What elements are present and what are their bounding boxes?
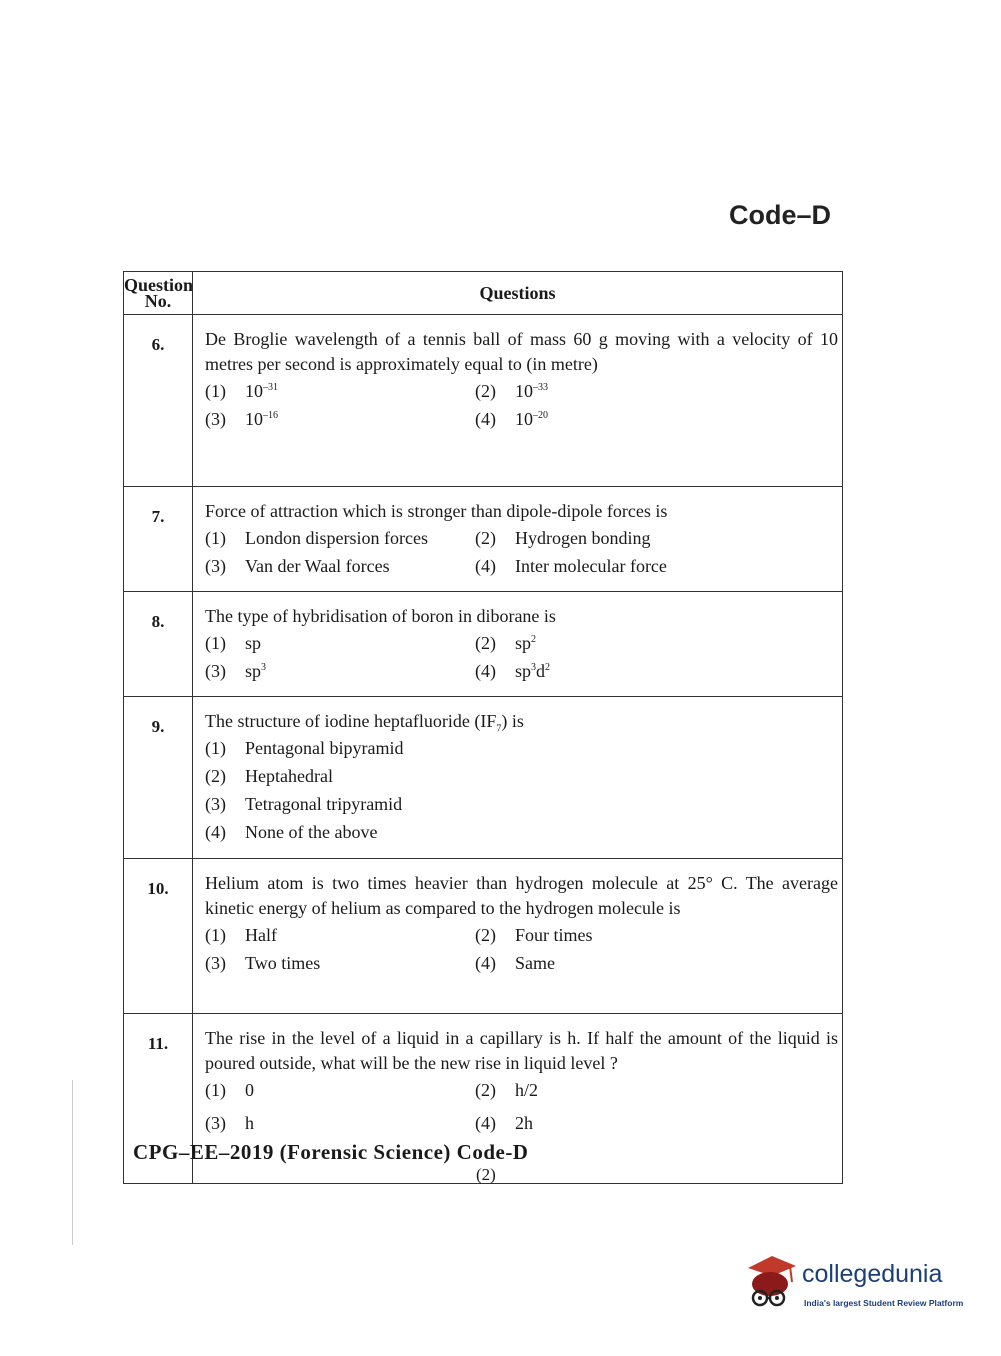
column-header-line1: Question (124, 275, 194, 295)
question-row-8 (124, 592, 843, 697)
question-text: The type of hybridisation of boron in diborane is (205, 606, 556, 626)
options-list (205, 631, 838, 684)
page-footer-title: CPG–EE–2019 (Forensic Science) Code-D (133, 1140, 529, 1164)
question-text: The structure of iodine heptafluoride $(IF_7)$ is (205, 711, 524, 735)
question-number: 8. (124, 592, 193, 697)
option-3: (3) $sp^3$ (205, 661, 267, 681)
options-list (205, 923, 838, 976)
option-3: (3) h (205, 1113, 254, 1133)
option-4: (4) 2h (475, 1113, 533, 1133)
question-cell (193, 697, 843, 859)
option-1: (1) Half (205, 925, 277, 945)
option-2: (2) Heptahedral (205, 766, 333, 786)
option-4: (4) $sp^3d^2$ (475, 661, 551, 681)
question-cell (193, 315, 843, 487)
options-list (205, 379, 838, 432)
question-row-10 (124, 859, 843, 1014)
option-1: (1) sp (205, 633, 262, 653)
table-header-row (124, 272, 843, 315)
column-header-line2: No. (144, 291, 172, 311)
question-row-7 (124, 487, 843, 592)
option-2: (2) h/2 (475, 1080, 539, 1100)
question-number: 7. (124, 487, 193, 592)
question-text: The rise in the level of a liquid in a capillary is h. If half the amount of the liquid is poured outside, what will be the new rise in liquid level ? (205, 1028, 838, 1073)
option-1: (1) Pentagonal bipyramid (205, 738, 404, 758)
exam-code-header: Code–D (728, 200, 831, 230)
question-cell (193, 859, 843, 1014)
option-4: (4) Same (475, 953, 555, 973)
options-list (205, 1078, 838, 1136)
page-number: (2) (476, 1165, 496, 1184)
option-1: (1) London dispersion forces (205, 528, 428, 548)
mascot-icon (742, 1250, 800, 1316)
question-text: Helium atom is two times heavier than hydrogen molecule at 25° C. The average kinetic energy of helium as compared to the hydrogen molecule is (205, 873, 838, 918)
option-4: (4) $10^{-20}$ (475, 409, 548, 429)
question-cell (193, 592, 843, 697)
option-3: (3) Van der Waal forces (205, 556, 390, 576)
question-number: 6. (124, 315, 193, 487)
questions-table (123, 271, 843, 1184)
option-1: (1) 0 (205, 1080, 254, 1100)
question-cell (193, 487, 843, 592)
question-number: 10. (124, 859, 193, 1014)
question-text: Force of attraction which is stronger than dipole-dipole forces is (205, 501, 668, 521)
collegedunia-logo (742, 1250, 972, 1320)
question-number: 9. (124, 697, 193, 859)
options-list (205, 526, 838, 579)
option-1: (1) $10^{-31}$ (205, 381, 278, 401)
option-2: (2) Four times (475, 925, 593, 945)
question-row-6 (124, 315, 843, 487)
options-list (205, 736, 838, 845)
option-2: (2) $sp^2$ (475, 633, 537, 653)
question-row-9 (124, 697, 843, 859)
logo-wordmark: collegedunia (802, 1260, 943, 1288)
question-number: 11. (124, 1014, 193, 1184)
option-2: (2) Hydrogen bonding (475, 528, 651, 548)
option-3: (3) $10^{-16}$ (205, 409, 278, 429)
option-3: (3) Tetragonal tripyramid (205, 794, 403, 814)
column-header-questions: Questions (193, 272, 843, 315)
option-3: (3) Two times (205, 953, 321, 973)
scan-margin-line (72, 1080, 73, 1245)
option-4: (4) Inter molecular force (475, 556, 667, 576)
option-2: (2) $10^{-33}$ (475, 381, 548, 401)
question-text: De Broglie wavelength of a tennis ball of mass 60 g moving with a velocity of 10 metres per second is approximately equal to (in metre) (205, 329, 838, 374)
option-4: (4) None of the above (205, 822, 378, 842)
column-header-question-no (124, 272, 193, 315)
logo-tagline: India's largest Student Review Platform (804, 1298, 964, 1308)
